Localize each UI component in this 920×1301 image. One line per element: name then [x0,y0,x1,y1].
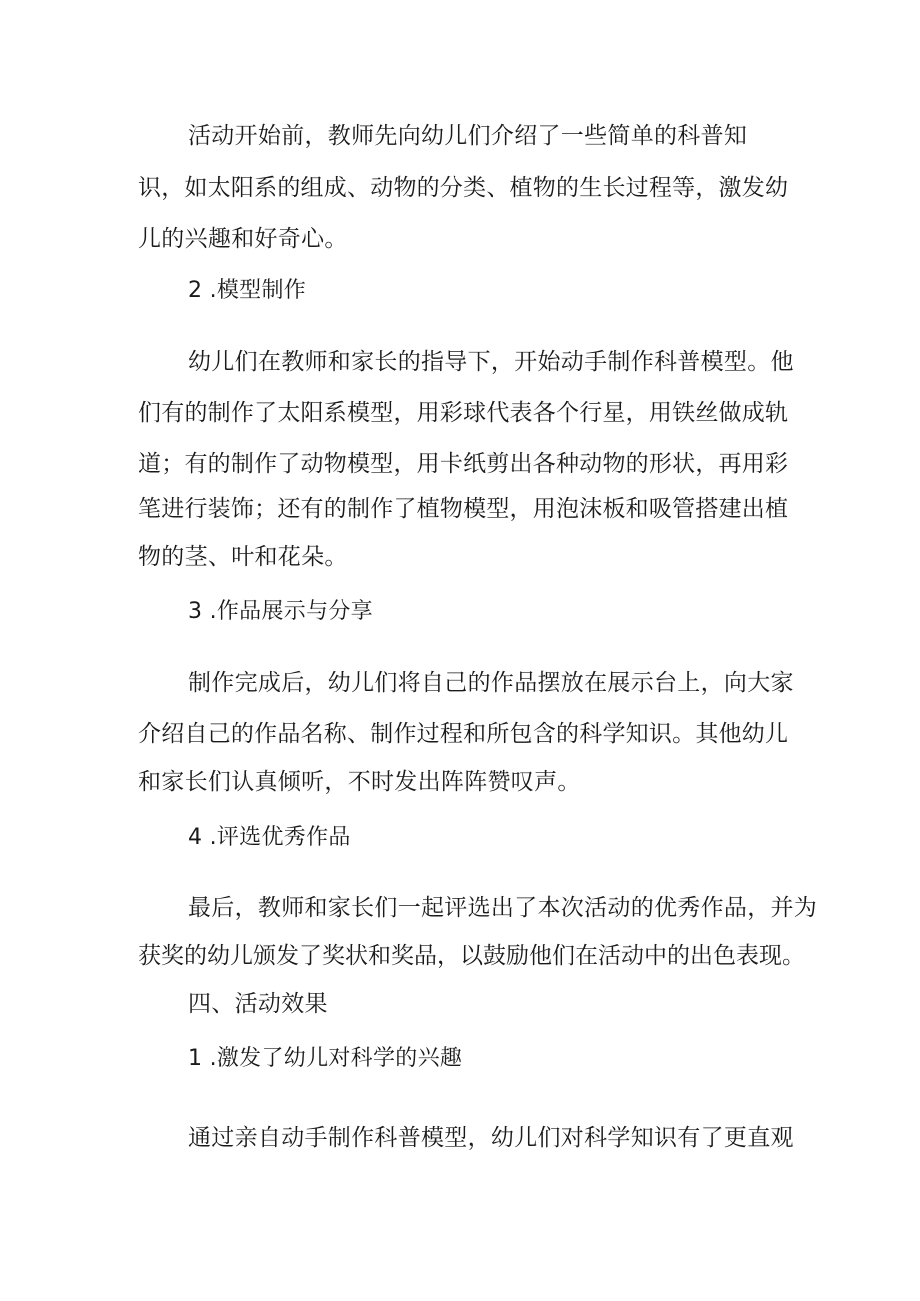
paragraph-5-line-1: 通过亲自动手制作科普模型，幼儿们对科学知识有了更直观 [188,1125,794,1151]
paragraph-3-line-1: 制作完成后，幼儿们将自己的作品摆放在展示台上，向大家 [188,670,794,696]
paragraph-4-line-1: 最后，教师和家长们一起评选出了本次活动的优秀作品，并为 [188,895,818,921]
paragraph-1-line-2: 识，如太阳系的组成、动物的分类、植物的生长过程等，激发幼 [138,175,788,201]
paragraph-3-line-2: 介绍自己的作品名称、制作过程和所包含的科学知识。其他幼儿 [138,721,788,747]
paragraph-1-line-1: 活动开始前，教师先向幼儿们介绍了一些简单的科普知 [188,123,748,149]
chapter-heading-activity-effect: 四、活动效果 [188,991,328,1017]
paragraph-1-line-3: 儿的兴趣和好奇心。 [138,226,348,252]
paragraph-2-line-4: 笔进行装饰；还有的制作了植物模型，用泡沫板和吸管搭建出植 [138,496,788,522]
paragraph-2-line-2: 们有的制作了太阳系模型，用彩球代表各个行星，用铁丝做成轨 [138,400,788,426]
section-heading-interest: 1 .激发了幼儿对科学的兴趣 [188,1046,463,1071]
section-heading-model-making: 2 .模型制作 [188,278,307,303]
paragraph-2-line-3: 道；有的制作了动物模型，用卡纸剪出各种动物的形状，再用彩 [138,451,788,477]
section-heading-display-share: 3 .作品展示与分享 [188,599,373,624]
paragraph-3-line-3: 和家长们认真倾听，不时发出阵阵赞叹声。 [138,769,581,795]
paragraph-2-line-1: 幼儿们在教师和家长的指导下，开始动手制作科普模型。他 [188,349,794,375]
paragraph-4-line-2: 获奖的幼儿颁发了奖状和奖品，以鼓励他们在活动中的出色表现。 [138,943,805,969]
paragraph-2-line-5: 物的茎、叶和花朵。 [138,544,348,570]
section-heading-select-best: 4 .评选优秀作品 [188,825,351,850]
